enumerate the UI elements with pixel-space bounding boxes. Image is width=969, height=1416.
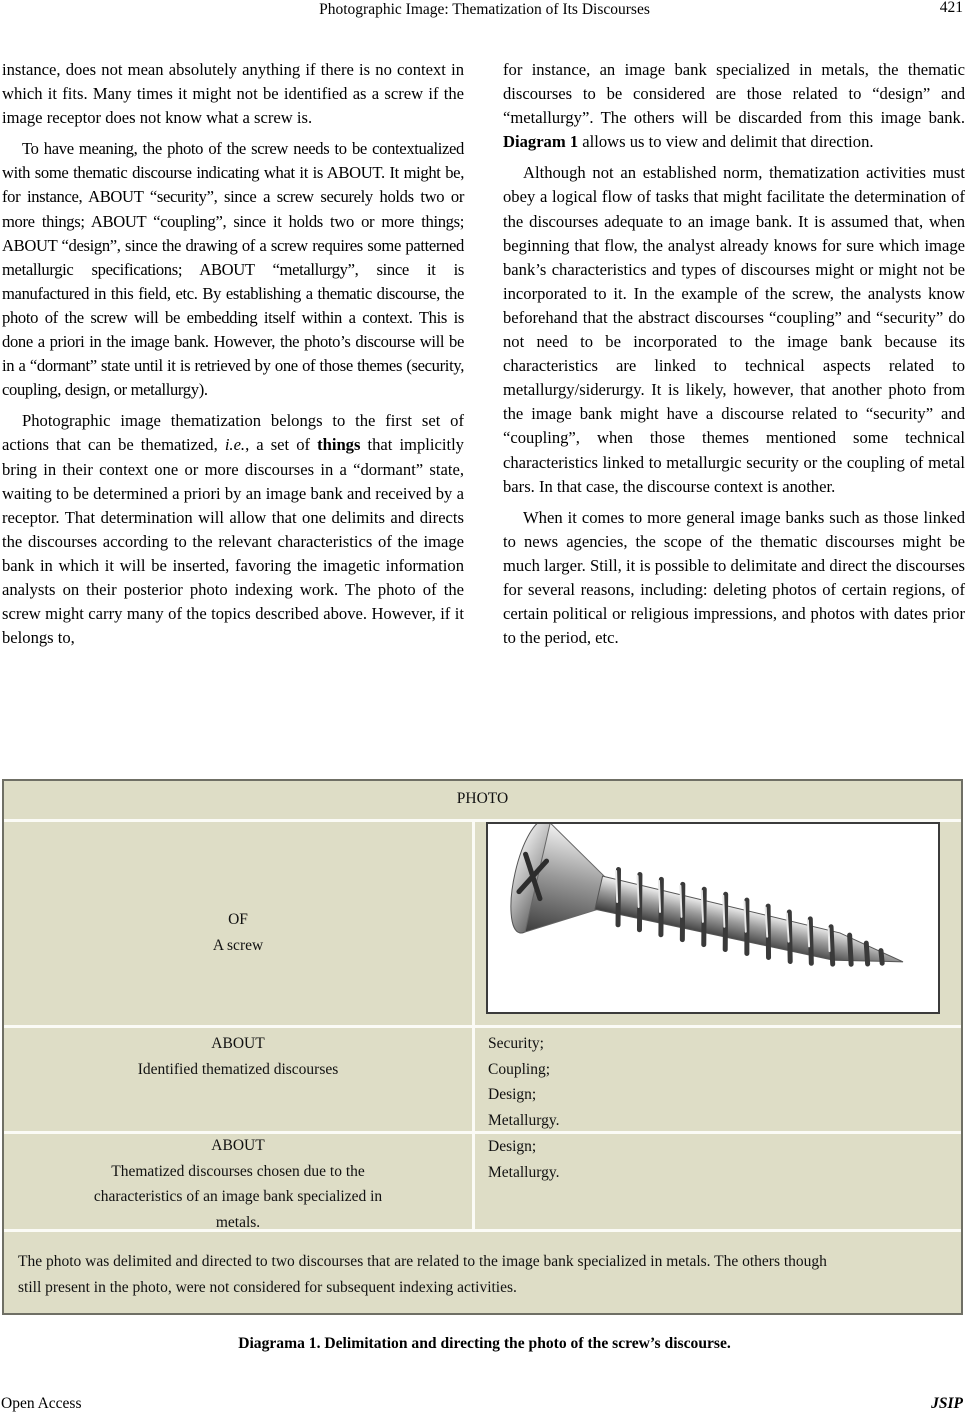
identified-discourse-list: [488, 1031, 559, 1133]
about-description-line: Thematized discourses chosen due to the: [111, 1162, 365, 1180]
list-item: Design;: [488, 1138, 537, 1155]
of-label: OF: [228, 911, 248, 928]
list-item: Metallurgy.: [488, 1111, 560, 1129]
list-item: Security;: [488, 1035, 544, 1052]
about-description: Identified thematized discourses: [137, 1060, 339, 1078]
of-value: A screw: [212, 936, 264, 954]
about-description-line: metals.: [215, 1213, 261, 1231]
text-run: , a set of: [245, 435, 318, 455]
screw-icon: [488, 824, 938, 1012]
note-line: still present in the photo, were not considered for subsequent indexing activities.: [18, 1279, 517, 1296]
of-cell: [4, 907, 472, 958]
chosen-discourse-list: [488, 1134, 559, 1185]
page-number: 421: [939, 0, 963, 16]
figure-caption: Diagrama 1. Delimitation and directing the photo of the screw’s discourse.: [238, 1335, 731, 1352]
ie-abbreviation: i.e.: [224, 435, 246, 455]
list-item: Coupling;: [488, 1060, 551, 1078]
divider: [472, 1028, 475, 1131]
right-paragraph-3: When it comes to more general image banks such as those linked to news agencies, the scope of the thematic discourses might be much larger. Still, it is possible to delimitate and direct the discourses for several reasons, including: deleting photos of certain regions, of certain political or religious impressions, and photos with dates prior to the period, etc.: [503, 507, 965, 648]
left-paragraph-1: instance, does not mean absolutely anything if there is no context in which it fits. Many times it might not be identified as a screw if the image receptor does not know what a screw is.: [2, 60, 464, 128]
page-footer: [0, 1395, 969, 1415]
page-header: [0, 0, 969, 24]
diagram-reference: Diagram 1: [503, 132, 579, 152]
left-paragraph-3: [2, 409, 464, 650]
text-run: that implicitly bring in their context one or more discourses in a “dormant” state, waiting to be determined a priori by an image bank and received by a receptor. That determination will allow that one delimits and directs the discourses according to the relevant characteristics of the image bank in which it will be inserted, favoring the imagetic information analysts on their posterior photo indexing work. The photo of the screw might carry many of the topics described above. However, if it belongs to,: [2, 435, 464, 648]
open-access-label: Open Access: [1, 1395, 82, 1412]
left-paragraph-2: To have meaning, the photo of the screw needs to be contextualized with some thematic discourse indicating what it is ABOUT. It might be, for instance, ABOUT “security”, since a screw securely holds two or more things; ABOUT “coupling”, since it holds two or more things; ABOUT “design”, since the drawing of a screw requires some patterned metallurgic specifications; ABOUT “metallurgy”, since it is manufactured in this field, etc. By establishing a thematic discourse, the photo of the screw will be embedding itself within a context. This is done a priori in the image bank. However, the photo’s discourse will be in a “dormant” state until it is retrieved by one of those themes (security, coupling, design, or metallurgy).: [2, 139, 464, 400]
about-label: ABOUT: [211, 1137, 265, 1154]
about-chosen-cell: [4, 1133, 472, 1235]
about-description-line: characteristics of an image bank specialized in: [93, 1188, 383, 1205]
divider: [472, 1134, 475, 1229]
screw-photo: [486, 822, 940, 1014]
right-column: [503, 58, 965, 657]
about-identified-cell: [4, 1031, 472, 1082]
right-paragraph-1: [503, 58, 965, 154]
journal-abbreviation: JSIP: [931, 1395, 963, 1412]
note-line: The photo was delimited and directed to two discourses that are related to the image bank specialized in metals. The others though: [18, 1253, 827, 1270]
text-run: for instance, an image bank specialized in metals, the thematic discourses to be considered are those related to “design” and “metallurgy”. The others will be discarded from this image bank.: [503, 60, 965, 128]
about-label: ABOUT: [211, 1035, 265, 1052]
diagram-note: [18, 1249, 947, 1301]
diagram-1: [2, 779, 963, 1315]
list-item: Design;: [488, 1086, 537, 1103]
text-run: allows us to view and delimit that direction.: [578, 132, 874, 152]
diagram-header: PHOTO: [456, 790, 509, 807]
things-emphasis: things: [317, 435, 361, 455]
right-paragraph-2: Although not an established norm, thematization activities must obey a logical flow of tasks that might facilitate the determination of the discourses adequate to an image bank. It is assumed that, when beginning that flow, the analyst already knows for sure which image bank’s characteristics and types of discourses might or might not be incorporated to it. In the example of the screw, the analysts know beforehand that the abstract discourses “coupling” and “security” do not need to be incorporated to the image bank because its characteristics are linked to technical aspects related to metallurgy/siderurgy. It is likely, however, that another photo from the image bank might have a discourse related to “security” and “coupling”, when those themes mentioned some technical characteristics linked to metallurgic security or the coupling of metal bars. In that case, the discourse context is another.: [503, 163, 965, 496]
divider: [4, 1025, 961, 1028]
text-run: Photographic image thematization belongs to the first set of actions that can be thematized,: [2, 411, 464, 455]
divider: [472, 822, 475, 1025]
running-title: Photographic Image: Thematization of Its Discourses: [319, 1, 650, 18]
left-column: [2, 58, 464, 657]
list-item: Metallurgy.: [488, 1163, 560, 1181]
